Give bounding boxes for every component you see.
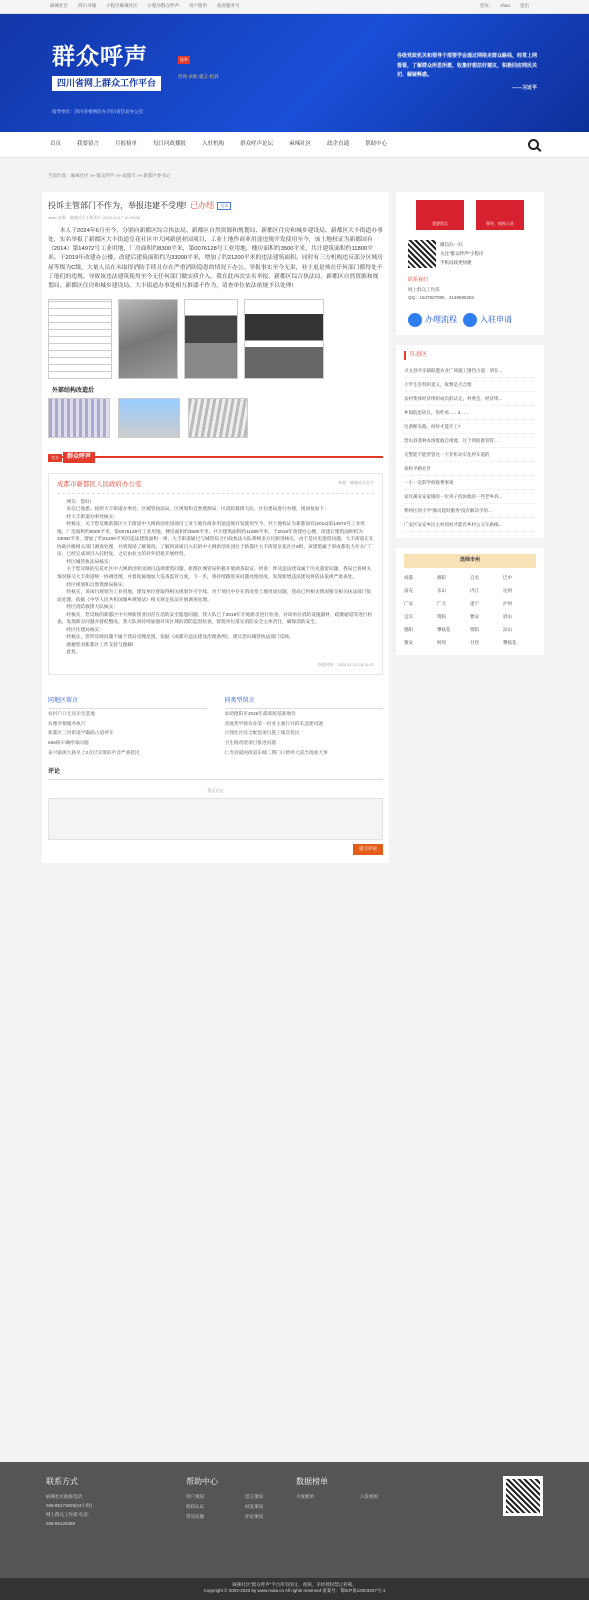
reply-para: 感谢您对新都区工作支持与理解! bbox=[66, 641, 134, 647]
status-badge: 已办结 bbox=[190, 201, 215, 210]
top-bar bbox=[0, 0, 589, 14]
hot-item[interactable]: 农村集体经济组织成员的认定、村委会、经济组... bbox=[404, 392, 536, 406]
flow-links bbox=[404, 313, 536, 327]
reply-para: 经区住建局核实： bbox=[66, 626, 104, 632]
hot-topics bbox=[396, 345, 544, 539]
comment-section bbox=[48, 768, 383, 852]
list-item[interactable]: 农村户口无房无宅基地 bbox=[48, 710, 95, 716]
reply-box bbox=[48, 473, 383, 675]
comment-input[interactable] bbox=[48, 798, 383, 840]
process-label: 办理流程 bbox=[425, 314, 457, 324]
city-link[interactable]: 雅安 bbox=[470, 613, 479, 619]
city-title: 选择市州 bbox=[404, 554, 536, 568]
copyright-line: Copyright © 2003-2023 by www.mala.cn All rights reserved 备案号：蜀ICP备12003267号-1 bbox=[203, 1588, 386, 1594]
footer-rank-title: 数据榜单 bbox=[296, 1477, 328, 1486]
list-item[interactable]: 农雅伞便服务执行 bbox=[48, 720, 86, 726]
footer-line: 网上群众工作部 电话： bbox=[46, 1512, 93, 1517]
city-link[interactable]: 泸州 bbox=[503, 600, 512, 606]
help-link[interactable]: 回复须知 bbox=[245, 1503, 263, 1509]
nav-forum[interactable]: 群众呼声论坛 bbox=[240, 141, 274, 148]
nav-ranking[interactable]: 月报榜单 bbox=[115, 141, 138, 148]
main-nav bbox=[0, 132, 589, 158]
reply-para: 经区消防救援大队核实： bbox=[66, 604, 118, 610]
greeting: 您好, bbox=[479, 3, 491, 9]
city-link[interactable]: 自贡 bbox=[470, 574, 479, 580]
qr-line: 关注“群众呼声”小程序 bbox=[440, 251, 484, 256]
top-link[interactable]: 政府服务号 bbox=[217, 3, 240, 9]
list-item[interactable]: 仁寿县最困街道东城二期门口暂停大道出现重大事 bbox=[224, 750, 328, 756]
top-link[interactable]: 小程序麻辣社区 bbox=[106, 3, 138, 9]
action-buttons bbox=[404, 200, 536, 230]
site-plan-image[interactable] bbox=[48, 299, 112, 379]
footer-help-title: 帮助中心 bbox=[186, 1477, 218, 1486]
contact-line: 网上群众工作部 bbox=[408, 286, 440, 292]
hot-title: 互动区 bbox=[404, 351, 536, 360]
list-item[interactable]: 666路车辆停靠问题 bbox=[48, 740, 89, 746]
nav-gov[interactable]: 政企直通 bbox=[327, 141, 350, 148]
footer-help bbox=[186, 1476, 296, 1528]
footer-qr-code-icon bbox=[503, 1476, 543, 1516]
footer-columns bbox=[0, 1462, 589, 1528]
copyright-line: 麻辣社区“群众呼声”平台所有图文、视频，未经授权禁止转载。 bbox=[232, 1582, 357, 1587]
top-link[interactable]: 麻辣社区 bbox=[50, 3, 68, 9]
city-link[interactable]: 资阳 bbox=[470, 626, 479, 632]
reply-title-row bbox=[57, 480, 374, 494]
help-link[interactable]: 机构认证 bbox=[186, 1503, 204, 1509]
copyright bbox=[0, 1578, 589, 1600]
reply-text bbox=[57, 498, 374, 656]
qr-line: 微信扫一扫 bbox=[440, 242, 463, 247]
list-item[interactable]: 兴翔社区综合配套项目施工噪音扰民 bbox=[224, 730, 300, 736]
post-message-button[interactable] bbox=[416, 200, 464, 230]
logo-badge: 选举 bbox=[180, 57, 188, 62]
rank-grid bbox=[296, 1492, 416, 1502]
no-comments: 暂无评论 bbox=[207, 788, 224, 794]
type-tag: 投诉 bbox=[217, 202, 231, 210]
nav-help[interactable]: 帮助中心 bbox=[365, 141, 388, 148]
reply-para: 经区规划和自然资源局核实： bbox=[66, 581, 128, 587]
reply-time: 答复时间：2024-11-29 16:11:47 bbox=[317, 661, 374, 667]
city-link[interactable]: 达州 bbox=[503, 587, 512, 593]
city-link[interactable]: 宜宾 bbox=[404, 613, 413, 619]
hero-banner bbox=[0, 14, 589, 132]
hot-item[interactable]: 一小一次辞学校收费事项 bbox=[404, 476, 536, 490]
reply-header bbox=[48, 452, 383, 463]
roof-photo[interactable] bbox=[188, 398, 248, 438]
hot-item[interactable]: 兴文县共乐镇联盟农业广场施工围挡占道：请在... bbox=[404, 364, 536, 378]
miniapp-qr bbox=[404, 236, 536, 272]
help-link[interactable]: 用户须知 bbox=[186, 1494, 204, 1499]
city-link[interactable]: 遂宁 bbox=[470, 600, 479, 606]
host-units: 指导单位：四川省委网信办 四川省信访办公室 bbox=[52, 109, 144, 114]
official-reply bbox=[48, 456, 383, 675]
nav-post[interactable]: 我要留言 bbox=[77, 141, 100, 148]
qr-code-icon bbox=[408, 240, 436, 268]
nav-home[interactable]: 首页 bbox=[50, 141, 62, 148]
hot-item[interactable]: 这条断头路，何时才能开工? bbox=[404, 420, 536, 434]
article-meta: zhao 来源：麻辣社区手机用户 2024-11-17 15:20:06 bbox=[48, 215, 140, 220]
reply-para: 经区城管执法局核实： bbox=[66, 558, 114, 564]
sidebar bbox=[396, 192, 544, 655]
process-icon bbox=[408, 313, 422, 327]
city-link[interactable]: 德阳 bbox=[404, 626, 413, 632]
city-link[interactable]: 巴中 bbox=[503, 574, 512, 580]
username[interactable]: zhao bbox=[500, 3, 510, 9]
reply-para: 经核实，您所反映问题不属于我局受理范围，依据《成都市违法建设治理条例》，建议您向城管执法部门反映。 bbox=[66, 634, 294, 640]
rank-link[interactable]: 月度榜单 bbox=[296, 1494, 314, 1499]
sidebar-actions bbox=[396, 192, 544, 335]
brand-label: 群众呼声 bbox=[63, 452, 95, 463]
site-logo[interactable] bbox=[52, 40, 161, 91]
help-link[interactable]: 常见问题 bbox=[186, 1513, 204, 1519]
contact-line: QQ：1537937085，2149695282 bbox=[408, 295, 475, 301]
top-link[interactable]: 四川书城 bbox=[78, 3, 96, 9]
logo-subtitle: 四川省网上群众工作平台 bbox=[52, 76, 161, 92]
city-link[interactable]: 凉山 bbox=[503, 626, 512, 632]
hot-item[interactable]: 交警能不能管管这一下非机动车乱停车道的 bbox=[404, 448, 536, 462]
user-area bbox=[480, 3, 539, 10]
quote-text: 各级党政机关和领导干部要学会通过网络走群众路线，经常上网看看，了解群众所思所愿，收集好想法好建议，积极回应网民关切、解疑释惑。 bbox=[397, 53, 538, 78]
list-item[interactable]: 卫生路改建项目推进问题 bbox=[224, 740, 277, 746]
help-link[interactable]: 留言须知 bbox=[245, 1494, 263, 1499]
contact-us bbox=[404, 276, 536, 303]
breadcrumb: 当前位置：麻辣社区 >> 群众呼声 >> 成都市 >> 新都区委书记 bbox=[48, 173, 171, 178]
footer-line: 028-86126368 bbox=[46, 1521, 76, 1526]
hot-item[interactable]: 家住蒲安安家镇的一位男子投诉他的一些老乡诉... bbox=[404, 490, 536, 504]
city-link[interactable]: 成都 bbox=[404, 574, 413, 580]
hot-item[interactable]: 乡间院里砖瓦，你咋看……4…… bbox=[404, 406, 536, 420]
footer-rank bbox=[296, 1476, 416, 1528]
same-area-title: 同地区留言 bbox=[48, 697, 207, 709]
same-type-title: 同类型留言 bbox=[225, 697, 384, 709]
city-link[interactable]: 绵阳 bbox=[437, 574, 446, 580]
apply-label: 入驻申请 bbox=[480, 314, 512, 324]
related-posts bbox=[48, 697, 383, 758]
nav-community[interactable]: 麻辣社区 bbox=[289, 141, 312, 148]
article-body: 本人于2024年6月至今，分别向新都区综合执法局、新都区自然资源和规划局、新都区住房和城乡建设局、新都区大丰街道办事处，实名举报了新都区大丰街道皇花社区中大网新创业园项目，工业土地作商业用途违规开发使用至今，该土地权证为新都国有（2014）第14972号工业用地，厂房面积约8300平米，第0076128号工业用地，楼房面积约3500平米，共计建筑面积约11800平米。于2019年改建办公楼，改建后建筑面积约为33000平米，增加了约21200平米的违法建筑面积。同时有三方机构违反部分区域房屋等级为C级，大量人员在未取得消防手续且存在严重消防隐患的情况下办公。举报事实至今无果，业主更是须在任何部门都得处不了他们的违规。导致该违法建筑使用至今无任何部门做实质介入。我在此再次实名举报，新都区综合执法局、新都区自然资源和规划局、新都区住房和城乡建设局、大丰街道办事处相互推诿不作为，请查单位依法依规予以处理! bbox=[48, 228, 383, 289]
help-link[interactable]: 评论须知 bbox=[245, 1513, 263, 1519]
slogan: 咨询·求助·建言·投诉 bbox=[178, 74, 219, 79]
submit-comment-button[interactable]: 提交评论 bbox=[353, 844, 383, 855]
help-grid bbox=[186, 1492, 296, 1522]
nav-orgs[interactable]: 入驻机构 bbox=[202, 141, 225, 148]
reply-source: 来源：麻辣社区官方 bbox=[338, 480, 374, 486]
footer-contact-title: 联系方式 bbox=[46, 1477, 78, 1486]
comment-title: 评论 bbox=[48, 768, 383, 780]
qr-text bbox=[440, 240, 484, 268]
list-item[interactable]: 双流黄甲镇农业第一村业主强行开辟未违建问题 bbox=[224, 720, 323, 726]
city-link[interactable]: 资阳 bbox=[437, 613, 446, 619]
apply-icon bbox=[463, 313, 477, 327]
city-link[interactable]: 阿坝 bbox=[437, 639, 446, 645]
org-join-button[interactable] bbox=[476, 200, 524, 230]
reply-para: 网友：您好! bbox=[66, 498, 92, 504]
document-photo[interactable] bbox=[244, 299, 324, 379]
qr-line: 手机问政更快捷 bbox=[440, 260, 472, 265]
city-link[interactable]: 广安 bbox=[404, 600, 413, 606]
org-join-label: 领导、机构入驻 bbox=[486, 221, 514, 226]
reply-para: 此复。 bbox=[66, 649, 81, 655]
city-link[interactable]: 南充 bbox=[404, 587, 413, 593]
article-title: 投诉主管部门不作为，举报违建不受理! bbox=[48, 201, 187, 210]
list-item[interactable]: 新都区三河街道学霸路占道停车 bbox=[48, 730, 114, 736]
city-link[interactable]: 攀枝花 bbox=[503, 639, 517, 645]
rank-link[interactable]: 入驻机构 bbox=[360, 1494, 378, 1499]
image-caption: 外部结构改造后 bbox=[52, 388, 95, 395]
reply-org[interactable]: 成都市新都区人民政府办公室 bbox=[57, 481, 142, 489]
city-link[interactable]: 内江 bbox=[470, 587, 479, 593]
footer-line: 麻辣社区值班电话： bbox=[46, 1494, 87, 1499]
city-link[interactable]: 攀枝花 bbox=[437, 626, 451, 632]
reply-para: 来信已收悉。按照大丰街道办事处、区城管执法局、区规划和自然资源局、区消防救援大队、区住建局进行办理，现回复如下： bbox=[66, 506, 329, 512]
footer bbox=[0, 1462, 589, 1600]
hot-item[interactable]: 营山县蒸林农场废液自排流，这个到底谁管管... bbox=[404, 434, 536, 448]
aerial-photo[interactable] bbox=[118, 299, 178, 379]
hot-item[interactable]: 利州区的小学“满员延时服务”没有解决手的... bbox=[404, 504, 536, 518]
reply-para: 经核实，您反映的新都区中大网新创业园存在消防安全隐患问题，我大队已于2019年开始派员进行检查，对该单位消防设施器材、疏散通道等进行检查，发现部分问题并督促整改。我大队将持续加强对该区域的消防监督检查，督促单位落实消防安全主体责任，确保消防安全。 bbox=[57, 611, 373, 625]
contact-title: 联系我们 bbox=[408, 277, 429, 283]
city-grid bbox=[404, 571, 536, 649]
quote-author: ——习近平 bbox=[511, 84, 537, 91]
top-link[interactable]: 小程序群众呼声 bbox=[147, 3, 179, 9]
reply-para: 经核实，该项目规划为工业用地，建设单位曾取得相关规划许可手续。对于项目中存在的改变土地用途问题，我局已将相关情况移交相关执法部门依法处理，依据《中华人民共和国城乡规划法》相关规定依法开展调查处理。 bbox=[57, 589, 372, 602]
same-type-list bbox=[225, 697, 384, 758]
city-link[interactable]: 广元 bbox=[437, 600, 446, 606]
city-link[interactable]: 乐山 bbox=[437, 587, 446, 593]
apply-link[interactable] bbox=[463, 313, 512, 327]
quote bbox=[397, 52, 537, 93]
search-icon[interactable] bbox=[528, 139, 539, 150]
city-link[interactable]: 眉山 bbox=[503, 613, 512, 619]
hot-item[interactable]: 广安区安安乡民主村同村才能有乡村公交车路线... bbox=[404, 518, 536, 532]
logout-link[interactable]: 退出 bbox=[520, 3, 529, 9]
document-photo[interactable] bbox=[184, 299, 238, 379]
hot-item[interactable]: 泰和平路社区 bbox=[404, 462, 536, 476]
city-link[interactable]: 甘孜 bbox=[470, 639, 479, 645]
city-link[interactable]: 雅安 bbox=[404, 639, 413, 645]
hot-item[interactable]: 小学生崇拜的意义，收费是否合理 bbox=[404, 378, 536, 392]
footer-line: 028-85173829(24小时) bbox=[46, 1503, 93, 1508]
main-content bbox=[42, 192, 389, 863]
reply-para: 关于您反映的皇花社区中大网新创业园项目违规建筑问题，新都区城管局积极开展调查取证。经查：涉及违法建设属于历史遗留问题，我局已将相关情况移交大丰街道统一协调处理，并督促属地加大巡查监管力度。下一步，将持续跟进该问题处理进度，发现新增违法建设将依法依规严肃查处。 bbox=[57, 566, 372, 579]
roof-photo[interactable] bbox=[48, 398, 110, 438]
logo-title: 群众呼声 bbox=[52, 43, 148, 70]
article-title-row bbox=[48, 200, 383, 212]
same-area-list bbox=[48, 697, 207, 758]
image-row bbox=[48, 299, 383, 379]
city-selector bbox=[396, 548, 544, 655]
official-label: 官方 bbox=[48, 454, 62, 462]
post-message-label: 我要留言 bbox=[432, 221, 448, 226]
top-link[interactable]: 用户使用 bbox=[189, 3, 207, 9]
image-row-2 bbox=[48, 398, 383, 438]
list-item[interactable]: 求助德阳市2025年最新版基准地价 bbox=[224, 710, 296, 716]
process-link[interactable] bbox=[408, 313, 457, 327]
list-item[interactable]: 泰兴镇街九路早上2点过卖菜的声音严重扰民 bbox=[48, 750, 140, 756]
roof-photo[interactable] bbox=[118, 398, 180, 438]
reply-para: 经大丰街道办事处核实： bbox=[66, 513, 118, 519]
nav-daily[interactable]: 每日问政播报 bbox=[153, 141, 187, 148]
footer-contact bbox=[46, 1476, 186, 1528]
reply-para: 经核实，关于您反映新都区大丰街道中大网新创业园项目工业土地作商业用途违规开发使用至今，共土地权证为新都国有(2014)第14972号工业用地，厂房面积约8300平米，第0076128号工业用地，楼房面积约3500平米，共计建筑面积约11800平米，于2019年改建办公楼，改建后建筑面积约为33000平米，增加了约21200平米的违法建筑面积一事，大丰街道通过与城管综合行政执法大队系统多方位跟进核实，由于是历史遗留问题，大丰街道正在协助区级相关部门调查处理，并到现场了解情况。了解到该项目入驻的中大网新创业园位于新都区大丰街道皇花社区5组，该建筑属于原成都电力开关厂厂房，已经完成项目入驻批复，之后由业主的对外招租开展经营。 bbox=[57, 521, 374, 557]
